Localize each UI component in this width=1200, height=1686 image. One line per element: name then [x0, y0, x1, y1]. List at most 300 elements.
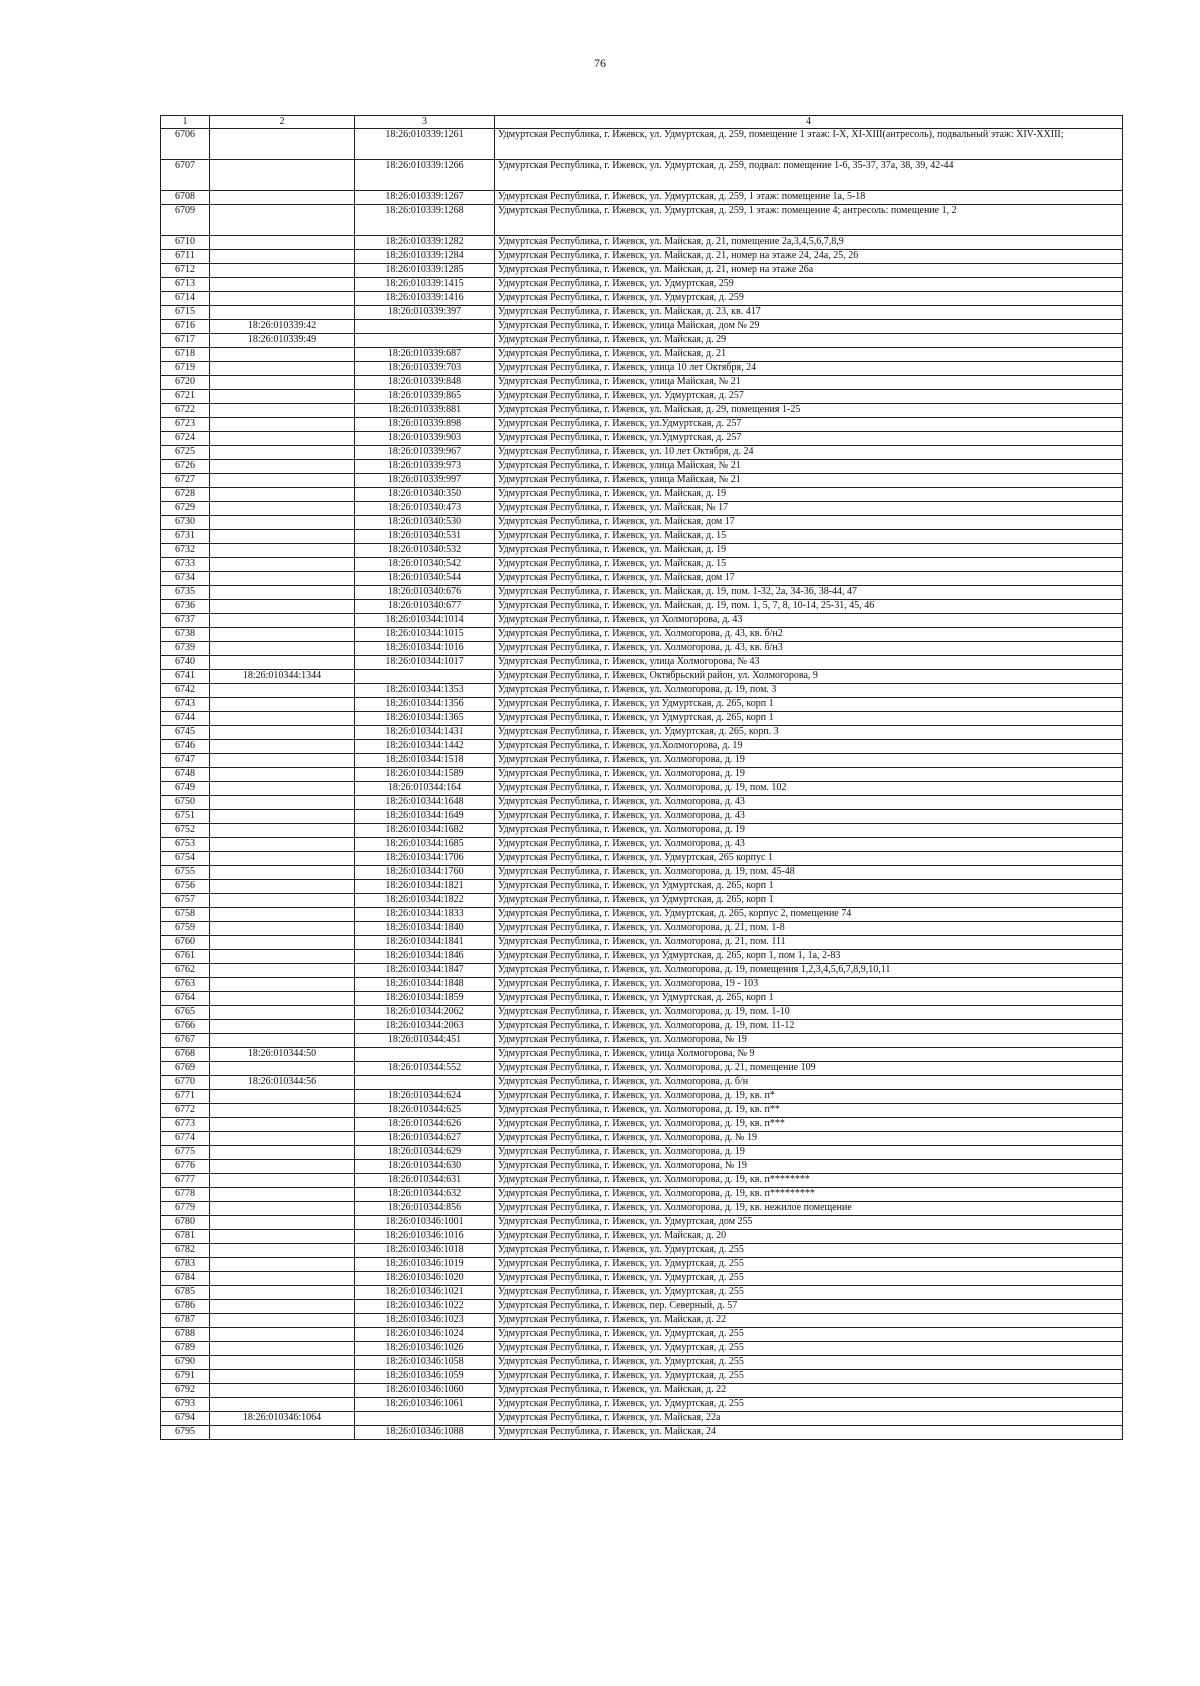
address: Удмуртская Республика, г. Ижевск, ул Удмуртская, д. 265, корп 1 — [495, 880, 1123, 894]
land-cadastral-number — [210, 1202, 355, 1216]
object-cadastral-number: 18:26:010344:1840 — [355, 922, 495, 936]
land-cadastral-number — [210, 376, 355, 390]
table-row — [161, 656, 1123, 670]
row-number: 6725 — [161, 446, 210, 460]
land-cadastral-number — [210, 1034, 355, 1048]
address: Удмуртская Республика, г. Ижевск, ул. Удмуртская, д. 255 — [495, 1342, 1123, 1356]
row-number: 6776 — [161, 1160, 210, 1174]
column-header-4: 4 — [495, 116, 1123, 129]
address: Удмуртская Республика, г. Ижевск, ул. Майская, д. 29, помещения 1-25 — [495, 404, 1123, 418]
land-cadastral-number — [210, 205, 355, 236]
row-number: 6711 — [161, 250, 210, 264]
address: Удмуртская Республика, г. Ижевск, ул. Удмуртская, д. 255 — [495, 1328, 1123, 1342]
row-number: 6717 — [161, 334, 210, 348]
table-row — [161, 558, 1123, 572]
land-cadastral-number — [210, 292, 355, 306]
land-cadastral-number — [210, 1230, 355, 1244]
object-cadastral-number: 18:26:010340:530 — [355, 516, 495, 530]
address: Удмуртская Республика, г. Ижевск, ул. Майская, д. 15 — [495, 558, 1123, 572]
row-number: 6787 — [161, 1314, 210, 1328]
page-number: 76 — [594, 56, 606, 70]
land-cadastral-number — [210, 488, 355, 502]
land-cadastral-number — [210, 236, 355, 250]
land-cadastral-number — [210, 446, 355, 460]
land-cadastral-number — [210, 1174, 355, 1188]
object-cadastral-number: 18:26:010344:1431 — [355, 726, 495, 740]
row-number: 6745 — [161, 726, 210, 740]
row-number: 6738 — [161, 628, 210, 642]
row-number: 6788 — [161, 1328, 210, 1342]
address: Удмуртская Республика, г. Ижевск, ул.Холмогорова, д. 19 — [495, 740, 1123, 754]
object-cadastral-number: 18:26:010344:627 — [355, 1132, 495, 1146]
row-number: 6754 — [161, 852, 210, 866]
object-cadastral-number: 18:26:010346:1020 — [355, 1272, 495, 1286]
row-number: 6729 — [161, 502, 210, 516]
address: Удмуртская Республика, г. Ижевск, ул. Холмогорова, д. 19, кв. п********* — [495, 1188, 1123, 1202]
object-cadastral-number: 18:26:010344:1682 — [355, 824, 495, 838]
address: Удмуртская Республика, г. Ижевск, ул. Удмуртская, д. 257 — [495, 390, 1123, 404]
table-row — [161, 600, 1123, 614]
table-row — [161, 992, 1123, 1006]
object-cadastral-number: 18:26:010344:1518 — [355, 754, 495, 768]
object-cadastral-number — [355, 670, 495, 684]
row-number: 6786 — [161, 1300, 210, 1314]
row-number: 6770 — [161, 1076, 210, 1090]
address: Удмуртская Республика, г. Ижевск, ул. Холмогорова, д. 19, пом. 102 — [495, 782, 1123, 796]
object-cadastral-number: 18:26:010344:1706 — [355, 852, 495, 866]
object-cadastral-number: 18:26:010344:631 — [355, 1174, 495, 1188]
object-cadastral-number: 18:26:010344:1847 — [355, 964, 495, 978]
table-row — [161, 390, 1123, 404]
address: Удмуртская Республика, г. Ижевск, ул. Майская, дом 17 — [495, 572, 1123, 586]
object-cadastral-number: 18:26:010339:997 — [355, 474, 495, 488]
table-row — [161, 922, 1123, 936]
address: Удмуртская Республика, г. Ижевск, ул. Холмогорова, д. 19, пом. 3 — [495, 684, 1123, 698]
row-number: 6715 — [161, 306, 210, 320]
object-cadastral-number: 18:26:010344:1589 — [355, 768, 495, 782]
land-cadastral-number — [210, 880, 355, 894]
row-number: 6795 — [161, 1426, 210, 1440]
land-cadastral-number — [210, 754, 355, 768]
object-cadastral-number: 18:26:010344:625 — [355, 1104, 495, 1118]
address: Удмуртская Республика, г. Ижевск, ул. Удмуртская, д. 255 — [495, 1286, 1123, 1300]
table-row — [161, 1328, 1123, 1342]
table-row — [161, 418, 1123, 432]
land-cadastral-number — [210, 894, 355, 908]
address: Удмуртская Республика, г. Ижевск, ул. Майская, д. 21, номер на этаже 26а — [495, 264, 1123, 278]
address: Удмуртская Республика, г. Ижевск, ул. Холмогорова, д. 19, кв. п******** — [495, 1174, 1123, 1188]
row-number: 6793 — [161, 1398, 210, 1412]
object-cadastral-number: 18:26:010344:1760 — [355, 866, 495, 880]
land-cadastral-number — [210, 1370, 355, 1384]
address: Удмуртская Республика, г. Ижевск, ул Холмогорова, д. 43 — [495, 614, 1123, 628]
address: Удмуртская Республика, г. Ижевск, ул Удмуртская, д. 265, корп 1 — [495, 698, 1123, 712]
object-cadastral-number: 18:26:010339:1282 — [355, 236, 495, 250]
land-cadastral-number — [210, 810, 355, 824]
table-row — [161, 1118, 1123, 1132]
table-row — [161, 348, 1123, 362]
object-cadastral-number — [355, 334, 495, 348]
object-cadastral-number: 18:26:010346:1058 — [355, 1356, 495, 1370]
object-cadastral-number: 18:26:010340:677 — [355, 600, 495, 614]
row-number: 6728 — [161, 488, 210, 502]
row-number: 6772 — [161, 1104, 210, 1118]
row-number: 6734 — [161, 572, 210, 586]
row-number: 6721 — [161, 390, 210, 404]
object-cadastral-number: 18:26:010339:1415 — [355, 278, 495, 292]
land-cadastral-number — [210, 726, 355, 740]
object-cadastral-number: 18:26:010340:544 — [355, 572, 495, 586]
row-number: 6791 — [161, 1370, 210, 1384]
object-cadastral-number: 18:26:010340:350 — [355, 488, 495, 502]
row-number: 6714 — [161, 292, 210, 306]
address: Удмуртская Республика, г. Ижевск, ул. Удмуртская, дом 255 — [495, 1216, 1123, 1230]
object-cadastral-number: 18:26:010339:397 — [355, 306, 495, 320]
land-cadastral-number — [210, 1006, 355, 1020]
land-cadastral-number: 18:26:010344:1344 — [210, 670, 355, 684]
object-cadastral-number — [355, 320, 495, 334]
table-row — [161, 880, 1123, 894]
land-cadastral-number — [210, 1188, 355, 1202]
object-cadastral-number: 18:26:010344:856 — [355, 1202, 495, 1216]
address: Удмуртская Республика, г. Ижевск, ул. Майская, д. 22 — [495, 1314, 1123, 1328]
object-cadastral-number: 18:26:010344:630 — [355, 1160, 495, 1174]
land-cadastral-number — [210, 964, 355, 978]
table-row — [161, 866, 1123, 880]
table-row — [161, 768, 1123, 782]
object-cadastral-number: 18:26:010344:1017 — [355, 656, 495, 670]
table-row — [161, 978, 1123, 992]
table-row — [161, 754, 1123, 768]
land-cadastral-number — [210, 460, 355, 474]
table-row — [161, 642, 1123, 656]
table-row — [161, 572, 1123, 586]
object-cadastral-number: 18:26:010344:626 — [355, 1118, 495, 1132]
table-row — [161, 908, 1123, 922]
table-body — [161, 129, 1123, 1440]
address: Удмуртская Республика, г. Ижевск, ул. Холмогорова, д. 43 — [495, 838, 1123, 852]
object-cadastral-number: 18:26:010344:1846 — [355, 950, 495, 964]
land-cadastral-number — [210, 824, 355, 838]
land-cadastral-number — [210, 1118, 355, 1132]
object-cadastral-number: 18:26:010339:687 — [355, 348, 495, 362]
row-number: 6720 — [161, 376, 210, 390]
table-row — [161, 740, 1123, 754]
address: Удмуртская Республика, г. Ижевск, ул. Майская, д. 19 — [495, 544, 1123, 558]
address: Удмуртская Республика, г. Ижевск, ул. Майская, 24 — [495, 1426, 1123, 1440]
table-row — [161, 1384, 1123, 1398]
row-number: 6781 — [161, 1230, 210, 1244]
row-number: 6748 — [161, 768, 210, 782]
object-cadastral-number: 18:26:010346:1026 — [355, 1342, 495, 1356]
table-row — [161, 1244, 1123, 1258]
row-number: 6719 — [161, 362, 210, 376]
row-number: 6779 — [161, 1202, 210, 1216]
address: Удмуртская Республика, г. Ижевск, ул. Удмуртская, д. 259, помещение 1 этаж: I-X, XI-XIII(антресоль), подвальный этаж: XIV-XXIII; — [495, 129, 1123, 160]
row-number: 6767 — [161, 1034, 210, 1048]
table-row — [161, 782, 1123, 796]
address: Удмуртская Республика, г. Ижевск, ул. Удмуртская, д. 259, подвал: помещение 1-6, 35-37, 37а, 38, 39, 42-44 — [495, 160, 1123, 191]
table-row — [161, 530, 1123, 544]
land-cadastral-number: 18:26:010339:49 — [210, 334, 355, 348]
land-cadastral-number — [210, 572, 355, 586]
object-cadastral-number: 18:26:010339:903 — [355, 432, 495, 446]
address: Удмуртская Республика, г. Ижевск, ул Удмуртская, д. 265, корп 1 — [495, 894, 1123, 908]
object-cadastral-number: 18:26:010346:1016 — [355, 1230, 495, 1244]
land-cadastral-number — [210, 992, 355, 1006]
row-number: 6755 — [161, 866, 210, 880]
address: Удмуртская Республика, г. Ижевск, ул. Удмуртская, д. 259 — [495, 292, 1123, 306]
address: Удмуртская Республика, г. Ижевск, ул. Холмогорова, д. 19, пом. 45-48 — [495, 866, 1123, 880]
object-cadastral-number: 18:26:010339:1267 — [355, 191, 495, 205]
row-number: 6780 — [161, 1216, 210, 1230]
object-cadastral-number: 18:26:010344:1442 — [355, 740, 495, 754]
row-number: 6732 — [161, 544, 210, 558]
object-cadastral-number: 18:26:010344:1648 — [355, 796, 495, 810]
row-number: 6774 — [161, 1132, 210, 1146]
row-number: 6768 — [161, 1048, 210, 1062]
object-cadastral-number: 18:26:010346:1021 — [355, 1286, 495, 1300]
object-cadastral-number: 18:26:010339:703 — [355, 362, 495, 376]
land-cadastral-number — [210, 191, 355, 205]
land-cadastral-number — [210, 656, 355, 670]
address: Удмуртская Республика, г. Ижевск, ул. Холмогорова, д. 19, кв. п** — [495, 1104, 1123, 1118]
object-cadastral-number: 18:26:010340:531 — [355, 530, 495, 544]
row-number: 6739 — [161, 642, 210, 656]
address: Удмуртская Республика, г. Ижевск, ул Удмуртская, д. 265, корп 1 — [495, 712, 1123, 726]
table-row — [161, 264, 1123, 278]
object-cadastral-number: 18:26:010344:2062 — [355, 1006, 495, 1020]
row-number: 6765 — [161, 1006, 210, 1020]
address: Удмуртская Республика, г. Ижевск, ул. Майская, д. 20 — [495, 1230, 1123, 1244]
address: Удмуртская Республика, г. Ижевск, ул. Холмогорова, д. 19, помещения 1,2,3,4,5,6,7,8,9,10,11 — [495, 964, 1123, 978]
land-cadastral-number — [210, 502, 355, 516]
address: Удмуртская Республика, г. Ижевск, ул. Удмуртская, д. 255 — [495, 1398, 1123, 1412]
table-row — [161, 1048, 1123, 1062]
land-cadastral-number — [210, 684, 355, 698]
table-row — [161, 1272, 1123, 1286]
object-cadastral-number: 18:26:010339:1268 — [355, 205, 495, 236]
table-row — [161, 824, 1123, 838]
land-cadastral-number — [210, 908, 355, 922]
object-cadastral-number: 18:26:010346:1023 — [355, 1314, 495, 1328]
row-number: 6775 — [161, 1146, 210, 1160]
address: Удмуртская Республика, г. Ижевск, ул. Холмогорова, д. 19, кв. п* — [495, 1090, 1123, 1104]
table-row — [161, 684, 1123, 698]
table-row — [161, 278, 1123, 292]
object-cadastral-number: 18:26:010339:1416 — [355, 292, 495, 306]
row-number: 6790 — [161, 1356, 210, 1370]
land-cadastral-number: 18:26:010344:56 — [210, 1076, 355, 1090]
column-header-3: 3 — [355, 116, 495, 129]
table-row — [161, 894, 1123, 908]
object-cadastral-number: 18:26:010339:881 — [355, 404, 495, 418]
object-cadastral-number: 18:26:010339:973 — [355, 460, 495, 474]
row-number: 6763 — [161, 978, 210, 992]
object-cadastral-number: 18:26:010344:552 — [355, 1062, 495, 1076]
header-row — [161, 116, 1123, 129]
address: Удмуртская Республика, г. Ижевск, ул. Удмуртская, д. 265, корпус 2, помещение 74 — [495, 908, 1123, 922]
land-cadastral-number — [210, 768, 355, 782]
row-number: 6778 — [161, 1188, 210, 1202]
table-row — [161, 1062, 1123, 1076]
row-number: 6757 — [161, 894, 210, 908]
object-cadastral-number: 18:26:010339:865 — [355, 390, 495, 404]
object-cadastral-number — [355, 1048, 495, 1062]
land-cadastral-number — [210, 129, 355, 160]
table-row — [161, 1314, 1123, 1328]
row-number: 6710 — [161, 236, 210, 250]
land-cadastral-number — [210, 1426, 355, 1440]
object-cadastral-number: 18:26:010339:1284 — [355, 250, 495, 264]
address: Удмуртская Республика, г. Ижевск, улица Майская, дом № 29 — [495, 320, 1123, 334]
land-cadastral-number — [210, 1090, 355, 1104]
table-row — [161, 1300, 1123, 1314]
land-cadastral-number: 18:26:010344:50 — [210, 1048, 355, 1062]
address: Удмуртская Республика, г. Ижевск, ул. Майская, д. 21 — [495, 348, 1123, 362]
object-cadastral-number: 18:26:010340:542 — [355, 558, 495, 572]
table-row — [161, 488, 1123, 502]
land-cadastral-number — [210, 1398, 355, 1412]
row-number: 6759 — [161, 922, 210, 936]
row-number: 6744 — [161, 712, 210, 726]
object-cadastral-number: 18:26:010346:1059 — [355, 1370, 495, 1384]
row-number: 6753 — [161, 838, 210, 852]
row-number: 6764 — [161, 992, 210, 1006]
land-cadastral-number — [210, 614, 355, 628]
table-row — [161, 1258, 1123, 1272]
table-row — [161, 404, 1123, 418]
land-cadastral-number — [210, 1146, 355, 1160]
land-cadastral-number — [210, 418, 355, 432]
land-cadastral-number — [210, 782, 355, 796]
land-cadastral-number — [210, 1062, 355, 1076]
land-cadastral-number — [210, 362, 355, 376]
row-number: 6708 — [161, 191, 210, 205]
object-cadastral-number: 18:26:010339:1261 — [355, 129, 495, 160]
address: Удмуртская Республика, г. Ижевск, ул. 10 лет Октября, д. 24 — [495, 446, 1123, 460]
row-number: 6785 — [161, 1286, 210, 1300]
row-number: 6726 — [161, 460, 210, 474]
table-row — [161, 852, 1123, 866]
table-row — [161, 334, 1123, 348]
address: Удмуртская Республика, г. Ижевск, ул. Холмогорова, д. б/н — [495, 1076, 1123, 1090]
address: Удмуртская Республика, г. Ижевск, ул. Холмогорова, д. 43, кв. б/н2 — [495, 628, 1123, 642]
table-row — [161, 1426, 1123, 1440]
land-cadastral-number — [210, 698, 355, 712]
object-cadastral-number: 18:26:010344:629 — [355, 1146, 495, 1160]
row-number: 6769 — [161, 1062, 210, 1076]
address: Удмуртская Республика, г. Ижевск, улица Майская, № 21 — [495, 474, 1123, 488]
table-row — [161, 838, 1123, 852]
object-cadastral-number: 18:26:010344:1685 — [355, 838, 495, 852]
address: Удмуртская Республика, г. Ижевск, ул. Удмуртская, д. 265, корп. 3 — [495, 726, 1123, 740]
row-number: 6752 — [161, 824, 210, 838]
land-cadastral-number — [210, 740, 355, 754]
land-cadastral-number — [210, 160, 355, 191]
table-row — [161, 446, 1123, 460]
table-row — [161, 1006, 1123, 1020]
table-row — [161, 306, 1123, 320]
address: Удмуртская Республика, г. Ижевск, ул. Удмуртская, д. 255 — [495, 1244, 1123, 1258]
address: Удмуртская Республика, г. Ижевск, улица Холмогорова, № 9 — [495, 1048, 1123, 1062]
land-cadastral-number — [210, 1272, 355, 1286]
land-cadastral-number — [210, 530, 355, 544]
land-cadastral-number — [210, 1258, 355, 1272]
table-row — [161, 1398, 1123, 1412]
table-row — [161, 670, 1123, 684]
address: Удмуртская Республика, г. Ижевск, ул. Холмогорова, д. 43, кв. б/н3 — [495, 642, 1123, 656]
row-number: 6724 — [161, 432, 210, 446]
land-cadastral-number — [210, 712, 355, 726]
table-row — [161, 964, 1123, 978]
address: Удмуртская Республика, г. Ижевск, ул. Майская, д. 19, пом. 1, 5, 7, 8, 10-14, 25-31, 45, 46 — [495, 600, 1123, 614]
row-number: 6762 — [161, 964, 210, 978]
land-cadastral-number — [210, 404, 355, 418]
land-cadastral-number — [210, 600, 355, 614]
land-cadastral-number — [210, 1132, 355, 1146]
row-number: 6756 — [161, 880, 210, 894]
table-row — [161, 1076, 1123, 1090]
row-number: 6735 — [161, 586, 210, 600]
address: Удмуртская Республика, г. Ижевск, ул Удмуртская, д. 265, корп 1 — [495, 992, 1123, 1006]
table-row — [161, 544, 1123, 558]
address: Удмуртская Республика, г. Ижевск, ул. Майская, 22а — [495, 1412, 1123, 1426]
land-cadastral-number — [210, 796, 355, 810]
address: Удмуртская Республика, г. Ижевск, ул. Холмогорова, д. 19, кв. нежилое помещение — [495, 1202, 1123, 1216]
land-cadastral-number — [210, 390, 355, 404]
address: Удмуртская Республика, г. Ижевск, улица Майская, № 21 — [495, 376, 1123, 390]
row-number: 6760 — [161, 936, 210, 950]
row-number: 6737 — [161, 614, 210, 628]
land-cadastral-number — [210, 1314, 355, 1328]
object-cadastral-number: 18:26:010344:164 — [355, 782, 495, 796]
table-row — [161, 1216, 1123, 1230]
address: Удмуртская Республика, г. Ижевск, ул. Майская, д. 15 — [495, 530, 1123, 544]
land-cadastral-number: 18:26:010339:42 — [210, 320, 355, 334]
land-cadastral-number — [210, 264, 355, 278]
table-row — [161, 1412, 1123, 1426]
land-cadastral-number — [210, 1300, 355, 1314]
row-number: 6784 — [161, 1272, 210, 1286]
table-row — [161, 376, 1123, 390]
address: Удмуртская Республика, г. Ижевск, ул. Холмогорова, д. 21, помещение 109 — [495, 1062, 1123, 1076]
row-number: 6749 — [161, 782, 210, 796]
table-row — [161, 936, 1123, 950]
address: Удмуртская Республика, г. Ижевск, ул. Холмогорова, № 19 — [495, 1160, 1123, 1174]
table-row — [161, 712, 1123, 726]
row-number: 6773 — [161, 1118, 210, 1132]
address: Удмуртская Республика, г. Ижевск, ул. Майская, д. 21, помещение 2а,3,4,5,6,7,8,9 — [495, 236, 1123, 250]
address: Удмуртская Республика, г. Ижевск, ул. Майская, дом 17 — [495, 516, 1123, 530]
table-row — [161, 516, 1123, 530]
table-row — [161, 474, 1123, 488]
land-cadastral-number — [210, 586, 355, 600]
table-row — [161, 1104, 1123, 1118]
object-cadastral-number: 18:26:010339:967 — [355, 446, 495, 460]
land-cadastral-number — [210, 348, 355, 362]
table-row — [161, 1342, 1123, 1356]
row-number: 6742 — [161, 684, 210, 698]
row-number: 6766 — [161, 1020, 210, 1034]
address: Удмуртская Республика, г. Ижевск, ул. Удмуртская, д. 259, 1 этаж: помещение 4; антресоль: помещение 1, 2 — [495, 205, 1123, 236]
object-cadastral-number: 18:26:010346:1019 — [355, 1258, 495, 1272]
column-header-2: 2 — [210, 116, 355, 129]
address: Удмуртская Республика, г. Ижевск, ул. Холмогорова, д. 19 — [495, 768, 1123, 782]
row-number: 6789 — [161, 1342, 210, 1356]
table-row — [161, 1132, 1123, 1146]
object-cadastral-number: 18:26:010346:1022 — [355, 1300, 495, 1314]
